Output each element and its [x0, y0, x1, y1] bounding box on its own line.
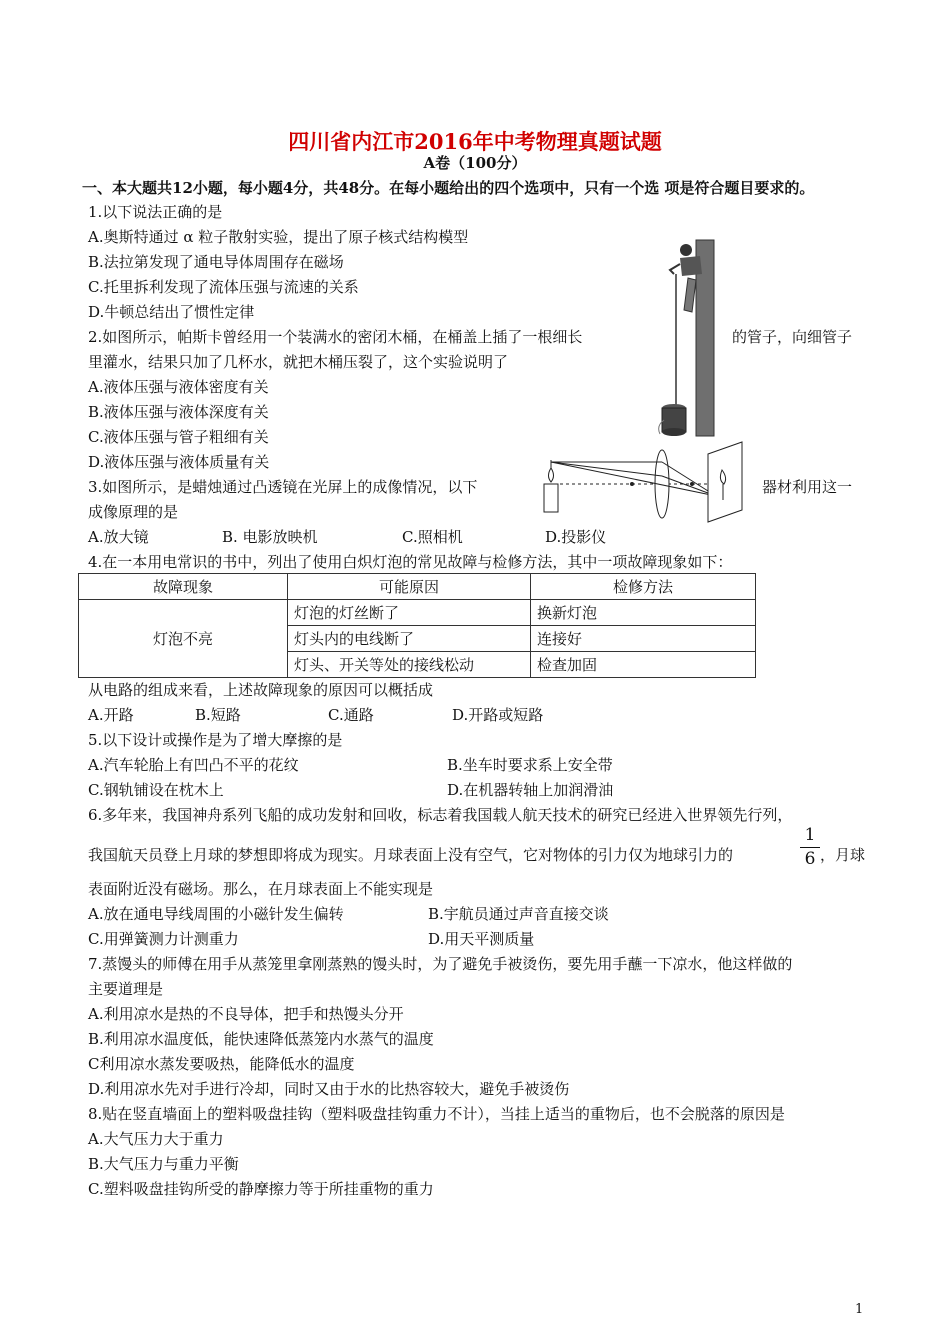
question-4-stem: 4.在一本用电常识的书中，列出了使用白炽灯泡的常见故障与检修方法，其中一项故障现象如下：: [88, 553, 733, 571]
question-6-stem: 6.多年来，我国神舟系列飞船的成功发射和回收，标志着我国载人航天技术的研究已经进入世界领先行列，: [88, 806, 793, 824]
question-7-option-c: C利用凉水蒸发要吸热，能降低水的温度: [88, 1055, 355, 1073]
fraction-one-sixth: [800, 825, 820, 870]
fraction-numerator: 1: [804, 825, 816, 845]
candle-flame: [549, 468, 554, 482]
table-header: 检修方法: [531, 574, 756, 600]
question-2-option-b: B.液体压强与液体深度有关: [88, 403, 269, 421]
person-body: [680, 256, 702, 276]
question-8-option-a: A.大气压力大于重力: [88, 1130, 224, 1148]
question-4-option-c: C.通路: [328, 706, 374, 724]
question-2-stem-cont: 的管子，向细管子: [732, 328, 853, 346]
question-3-stem-line2: 成像原理的是: [88, 503, 179, 521]
table-cell-phenomenon: 灯泡不亮: [79, 600, 288, 678]
table-cell-cause: 灯泡的灯丝断了: [288, 600, 531, 626]
question-1-stem: 1.以下说法正确的是: [88, 203, 223, 221]
question-6-stem-line3: 表面附近没有磁场。那么，在月球表面上不能实现是: [88, 880, 434, 898]
question-4-option-b: B.短路: [195, 706, 241, 724]
question-1-option-c: C.托里拆利发现了流体压强与流速的关系: [88, 278, 359, 296]
question-7-stem: 7.蒸馒头的师傅在用手从蒸笼里拿刚蒸熟的馒头时，为了避免手被烫伤，要先用手蘸一下凉水，他这样做的: [88, 955, 793, 973]
table-cell-cause: 灯头、开关等处的接线松动: [288, 652, 531, 678]
question-3-option-d: D.投影仪: [545, 528, 607, 546]
question-5-option-c: C.钢轨铺设在枕木上: [88, 781, 224, 799]
question-6-option-c: C.用弹簧测力计测重力: [88, 930, 239, 948]
question-1-option-a: A.奥斯特通过 α 粒子散射实验，提出了原子核式结构模型: [88, 228, 469, 246]
table-cell-fix: 连接好: [531, 626, 756, 652]
funnel-jug: [684, 278, 696, 312]
question-1-option-d: D.牛顿总结出了惯性定律: [88, 303, 255, 321]
question-5-stem: 5.以下设计或操作是为了增大摩擦的是: [88, 731, 343, 749]
question-4-option-d: D.开路或短路: [452, 706, 544, 724]
question-2-option-d: D.液体压强与液体质量有关: [88, 453, 270, 471]
question-7-stem-line2: 主要道理是: [88, 980, 164, 998]
question-6-option-d: D.用天平测质量: [428, 930, 535, 948]
question-4-after-table: 从电路的组成来看，上述故障现象的原因可以概括成: [88, 681, 434, 699]
question-7-option-b: B.利用凉水温度低，能快速降低蒸笼内水蒸气的温度: [88, 1030, 434, 1048]
question-2-option-a: A.液体压强与液体密度有关: [88, 378, 269, 396]
table-cell-cause: 灯头内的电线断了: [288, 626, 531, 652]
question-6-option-a: A.放在通电导线周围的小磁针发生偏转: [88, 905, 344, 923]
question-8-option-c: C.塑料吸盘挂钩所受的静摩擦力等于所挂重物的重力: [88, 1180, 434, 1198]
question-7-option-a: A.利用凉水是热的不良导体，把手和热馒头分开: [88, 1005, 404, 1023]
table-header: 可能原因: [288, 574, 531, 600]
table-row: [79, 600, 756, 626]
convex-lens-figure: [540, 440, 750, 524]
question-6-stem-cont: ，月球: [820, 846, 866, 864]
question-8-option-b: B.大气压力与重力平衡: [88, 1155, 239, 1173]
table-cell-fix: 换新灯泡: [531, 600, 756, 626]
table-cell-fix: 检查加固: [531, 652, 756, 678]
page-title: 四川省内江市2016年中考物理真题试题: [288, 129, 662, 154]
question-2-stem-line2: 里灌水，结果只加了几杯水，就把木桶压裂了，这个实验说明了: [88, 353, 509, 371]
question-3-stem: 3.如图所示，是蜡烛通过凸透镜在光屏上的成像情况，以下: [88, 478, 478, 496]
question-6-option-b: B.宇航员通过声音直接交谈: [428, 905, 609, 923]
table-header-row: [79, 574, 756, 600]
question-5-option-a: A.汽车轮胎上有凹凸不平的花纹: [88, 756, 299, 774]
question-3-option-c: C.照相机: [402, 528, 463, 546]
section-instructions: 一、本大题共12小题，每小题4分，共48分。在每小题给出的四个选项中，只有一个选 项是符合题目要求的。: [82, 179, 815, 197]
question-5-option-d: D.在机器转轴上加润滑油: [447, 781, 614, 799]
question-3-option-a: A.放大镜: [88, 528, 149, 546]
candle-body: [544, 484, 558, 512]
question-2-stem: 2.如图所示，帕斯卡曾经用一个装满水的密闭木桶，在桶盖上插了一根细长: [88, 328, 583, 346]
person-head: [680, 244, 692, 256]
pascal-barrel-figure: [656, 238, 718, 438]
question-7-option-d: D.利用凉水先对手进行冷却，同时又由于水的比热容较大，避免手被烫伤: [88, 1080, 570, 1098]
question-3-option-b: B. 电影放映机: [222, 528, 318, 546]
question-2-option-c: C.液体压强与管子粗细有关: [88, 428, 269, 446]
fraction-denominator: 6: [804, 849, 816, 869]
question-5-option-b: B.坐车时要求系上安全带: [447, 756, 613, 774]
question-8-stem: 8.贴在竖直墙面上的塑料吸盘挂钩（塑料吸盘挂钩重力不计），当挂上适当的重物后，也不会脱落的原因是: [88, 1105, 785, 1123]
paper-section-subtitle: A卷（100分）: [423, 154, 527, 172]
page-number: 1: [855, 1302, 864, 1317]
question-6-stem-line2: 我国航天员登上月球的梦想即将成为现实。月球表面上没有空气，它对物体的引力仅为地球引力的: [88, 846, 734, 864]
table-header: 故障现象: [79, 574, 288, 600]
question-3-stem-cont: 器材利用这一: [762, 478, 853, 496]
question-4-option-a: A.开路: [88, 706, 134, 724]
fault-table: [78, 573, 756, 678]
question-1-option-b: B.法拉第发现了通电导体周围存在磁场: [88, 253, 344, 271]
